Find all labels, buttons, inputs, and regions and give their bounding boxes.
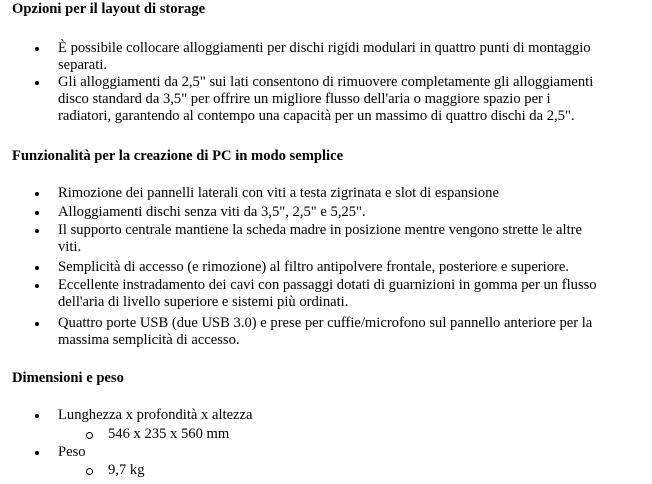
list-item [58,444,652,461]
list-item-line: Semplicità di accesso (e rimozione) al filtro antipolvere frontale, posteriore e superiore. [58,259,569,275]
list-item-line: dell'aria di livello superiore e sistemi più ordinati. [58,294,349,310]
bullet-icon [34,74,42,91]
list-item-line: radiatori, garantendo al contempo una capacità per un massimo di quattro dischi da 2,5". [58,108,575,124]
bullet-icon [34,407,42,424]
list-item [58,204,652,221]
list-item-line: Peso [58,444,86,460]
bullet-icon [34,444,42,461]
list-item [58,185,652,202]
sub-list-item: 546 x 235 x 560 mm [108,426,230,442]
list-item-line: massima semplicità di accesso. [58,332,240,348]
list-item [58,277,652,311]
list-item [58,315,652,349]
list-item-line: Rimozione dei pannelli laterali con viti a testa zigrinata e slot di espansione [58,185,499,201]
list-item-line: viti. [58,239,82,255]
list-item-line: Quattro porte USB (due USB 3.0) e prese per cuffie/microfono sul pannello anteriore per la [58,315,593,331]
circle-bullet-icon [86,426,98,443]
list-item [58,40,652,74]
bullet-icon [34,204,42,221]
section-heading-easy-build: Funzionalità per la creazione di PC in modo semplice [12,148,344,164]
bullet-icon [34,40,42,57]
bullet-icon [34,315,42,332]
list-item-line: separati. [58,57,108,73]
list-item [58,407,652,424]
section-heading-storage-layout: Opzioni per il layout di storage [12,1,206,17]
list-item-line: Lunghezza x profondità x altezza [58,407,253,423]
bullet-icon [34,222,42,239]
list-item-line: disco standard da 3,5" per offrire un migliore flusso dell'aria o maggiore spazio per i [58,91,551,107]
sub-list-item: 9,7 kg [108,462,145,478]
list-item-line: Il supporto centrale mantiene la scheda madre in posizione mentre vengono strette le altre [58,222,582,238]
bullet-icon [34,277,42,294]
list-item [58,74,652,125]
bullet-icon [34,185,42,202]
list-item [58,259,652,276]
section-heading-dimensions-weight: Dimensioni e peso [12,370,124,386]
list-item-line: È possibile collocare alloggiamenti per dischi rigidi modulari in quattro punti di montaggio [58,40,591,56]
bullet-icon [34,259,42,276]
list-item [58,222,652,256]
list-item-line: Alloggiamenti dischi senza viti da 3,5", 2,5" e 5,25". [58,204,366,220]
circle-bullet-icon [86,462,98,479]
list-item-line: Gli alloggiamenti da 2,5" sui lati consentono di rimuovere completamente gli alloggiamenti [58,74,594,90]
list-item-line: Eccellente instradamento dei cavi con passaggi dotati di guarnizioni in gomma per un flusso [58,277,597,293]
